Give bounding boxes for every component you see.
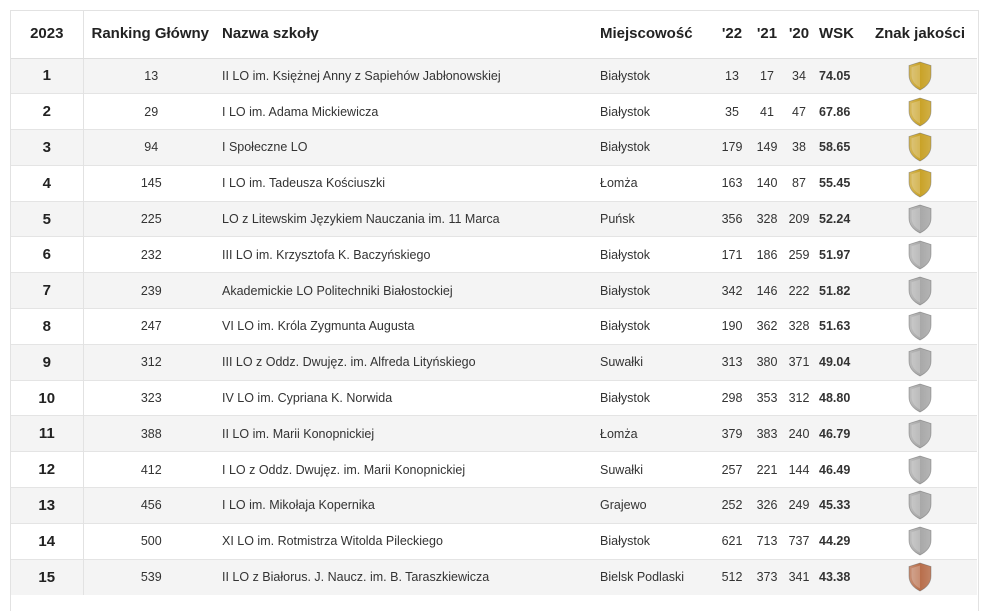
school-name-cell[interactable]: VI LO im. Króla Zygmunta Augusta xyxy=(219,309,600,345)
quality-badge-cell xyxy=(863,416,977,452)
rank-2021-cell: 17 xyxy=(751,58,783,94)
rank-2020-cell: 240 xyxy=(783,416,815,452)
rank-cell: 11 xyxy=(11,416,83,452)
city-cell: Białystok xyxy=(600,94,713,130)
table-header-row xyxy=(11,10,977,58)
city-cell: Białystok xyxy=(600,237,713,273)
main-ranking-cell: 539 xyxy=(83,559,219,595)
silver-shield-icon xyxy=(907,276,933,306)
rank-2021-cell: 146 xyxy=(751,273,783,309)
column-header-year[interactable]: 2023 xyxy=(11,10,83,58)
wsk-cell: 67.86 xyxy=(815,94,863,130)
rank-2021-cell: 713 xyxy=(751,523,783,559)
table-row[interactable] xyxy=(11,452,977,488)
rank-2022-cell: 313 xyxy=(713,344,751,380)
rank-cell: 14 xyxy=(11,523,83,559)
school-name-cell[interactable]: II LO z Białorus. J. Naucz. im. B. Taraszkiewicza xyxy=(219,559,600,595)
wsk-cell: 48.80 xyxy=(815,380,863,416)
main-ranking-cell: 29 xyxy=(83,94,219,130)
main-ranking-cell: 456 xyxy=(83,488,219,524)
wsk-cell: 58.65 xyxy=(815,130,863,166)
rank-cell: 4 xyxy=(11,165,83,201)
main-ranking-cell: 500 xyxy=(83,523,219,559)
wsk-cell: 51.82 xyxy=(815,273,863,309)
rank-2020-cell: 341 xyxy=(783,559,815,595)
rank-2021-cell: 328 xyxy=(751,201,783,237)
rank-2022-cell: 512 xyxy=(713,559,751,595)
rank-2020-cell: 222 xyxy=(783,273,815,309)
rank-2020-cell: 249 xyxy=(783,488,815,524)
silver-shield-icon xyxy=(907,240,933,270)
quality-badge-cell xyxy=(863,94,977,130)
silver-shield-icon xyxy=(907,311,933,341)
quality-badge-cell xyxy=(863,309,977,345)
rank-2021-cell: 380 xyxy=(751,344,783,380)
gold-shield-icon xyxy=(907,132,933,162)
school-name-cell[interactable]: I LO z Oddz. Dwujęz. im. Marii Konopnickiej xyxy=(219,452,600,488)
city-cell: Białystok xyxy=(600,58,713,94)
main-ranking-cell: 239 xyxy=(83,273,219,309)
rank-cell: 1 xyxy=(11,58,83,94)
rank-2021-cell: 362 xyxy=(751,309,783,345)
rank-2022-cell: 257 xyxy=(713,452,751,488)
wsk-cell: 74.05 xyxy=(815,58,863,94)
city-cell: Białystok xyxy=(600,273,713,309)
rank-cell: 7 xyxy=(11,273,83,309)
quality-badge-cell xyxy=(863,344,977,380)
silver-shield-icon xyxy=(907,347,933,377)
quality-badge-cell xyxy=(863,237,977,273)
city-cell: Łomża xyxy=(600,416,713,452)
school-name-cell[interactable]: XI LO im. Rotmistrza Witolda Pileckiego xyxy=(219,523,600,559)
silver-shield-icon xyxy=(907,455,933,485)
rank-2021-cell: 353 xyxy=(751,380,783,416)
rank-cell: 6 xyxy=(11,237,83,273)
rank-cell: 9 xyxy=(11,344,83,380)
gold-shield-icon xyxy=(907,97,933,127)
city-cell: Bielsk Podlaski xyxy=(600,559,713,595)
wsk-cell: 46.79 xyxy=(815,416,863,452)
rank-2021-cell: 373 xyxy=(751,559,783,595)
rank-2022-cell: 379 xyxy=(713,416,751,452)
rank-2020-cell: 312 xyxy=(783,380,815,416)
quality-badge-cell xyxy=(863,273,977,309)
ranking-table-container xyxy=(11,10,977,595)
rank-cell: 12 xyxy=(11,452,83,488)
wsk-cell: 45.33 xyxy=(815,488,863,524)
bronze-shield-icon xyxy=(907,562,933,592)
column-header-2020[interactable]: '20 xyxy=(783,10,815,58)
city-cell: Grajewo xyxy=(600,488,713,524)
quality-badge-cell xyxy=(863,488,977,524)
table-row[interactable] xyxy=(11,130,977,166)
rank-cell: 3 xyxy=(11,130,83,166)
silver-shield-icon xyxy=(907,490,933,520)
rank-2020-cell: 34 xyxy=(783,58,815,94)
rank-cell: 10 xyxy=(11,380,83,416)
rank-2020-cell: 328 xyxy=(783,309,815,345)
main-ranking-cell: 232 xyxy=(83,237,219,273)
column-header-2021[interactable]: '21 xyxy=(751,10,783,58)
column-header-wsk[interactable]: WSK xyxy=(815,10,863,58)
main-ranking-cell: 94 xyxy=(83,130,219,166)
silver-shield-icon xyxy=(907,383,933,413)
gold-shield-icon xyxy=(907,61,933,91)
city-cell: Białystok xyxy=(600,523,713,559)
main-ranking-cell: 412 xyxy=(83,452,219,488)
rank-2021-cell: 41 xyxy=(751,94,783,130)
rank-2021-cell: 149 xyxy=(751,130,783,166)
quality-badge-cell xyxy=(863,58,977,94)
wsk-cell: 52.24 xyxy=(815,201,863,237)
wsk-cell: 51.63 xyxy=(815,309,863,345)
quality-badge-cell xyxy=(863,523,977,559)
rank-2021-cell: 326 xyxy=(751,488,783,524)
rank-cell: 2 xyxy=(11,94,83,130)
school-name-cell[interactable]: II LO im. Księżnej Anny z Sapiehów Jabłonowskiej xyxy=(219,58,600,94)
column-header-main-ranking[interactable]: Ranking Główny xyxy=(83,10,219,58)
quality-badge-cell xyxy=(863,201,977,237)
main-ranking-cell: 145 xyxy=(83,165,219,201)
quality-badge-cell xyxy=(863,130,977,166)
column-header-2022[interactable]: '22 xyxy=(713,10,751,58)
rank-2020-cell: 737 xyxy=(783,523,815,559)
rank-2020-cell: 38 xyxy=(783,130,815,166)
table-row[interactable] xyxy=(11,201,977,237)
rank-2020-cell: 87 xyxy=(783,165,815,201)
main-ranking-cell: 247 xyxy=(83,309,219,345)
column-header-quality-badge[interactable]: Znak jakości xyxy=(863,10,977,58)
quality-badge-cell xyxy=(863,165,977,201)
rank-2022-cell: 356 xyxy=(713,201,751,237)
school-name-cell[interactable]: II LO im. Marii Konopnickiej xyxy=(219,416,600,452)
school-name-cell[interactable]: LO z Litewskim Językiem Nauczania im. 11 Marca xyxy=(219,201,600,237)
table-row[interactable] xyxy=(11,165,977,201)
city-cell: Suwałki xyxy=(600,452,713,488)
quality-badge-cell xyxy=(863,452,977,488)
wsk-cell: 51.97 xyxy=(815,237,863,273)
column-header-city[interactable]: Miejscowość xyxy=(600,10,713,58)
rank-2022-cell: 171 xyxy=(713,237,751,273)
school-name-cell[interactable]: III LO z Oddz. Dwujęz. im. Alfreda Lityńskiego xyxy=(219,344,600,380)
city-cell: Suwałki xyxy=(600,344,713,380)
silver-shield-icon xyxy=(907,419,933,449)
rank-2020-cell: 259 xyxy=(783,237,815,273)
city-cell: Białystok xyxy=(600,309,713,345)
school-name-cell[interactable]: I LO im. Tadeusza Kościuszki xyxy=(219,165,600,201)
table-row[interactable] xyxy=(11,237,977,273)
rank-2022-cell: 621 xyxy=(713,523,751,559)
rank-2022-cell: 342 xyxy=(713,273,751,309)
city-cell: Łomża xyxy=(600,165,713,201)
rank-cell: 15 xyxy=(11,559,83,595)
rank-cell: 5 xyxy=(11,201,83,237)
table-row[interactable] xyxy=(11,309,977,345)
rank-2020-cell: 371 xyxy=(783,344,815,380)
silver-shield-icon xyxy=(907,526,933,556)
table-row[interactable] xyxy=(11,488,977,524)
rank-cell: 8 xyxy=(11,309,83,345)
rank-2022-cell: 190 xyxy=(713,309,751,345)
school-name-cell[interactable]: I Społeczne LO xyxy=(219,130,600,166)
wsk-cell: 46.49 xyxy=(815,452,863,488)
school-name-cell[interactable]: IV LO im. Cypriana K. Norwida xyxy=(219,380,600,416)
table-row[interactable] xyxy=(11,380,977,416)
gold-shield-icon xyxy=(907,168,933,198)
column-header-school-name[interactable]: Nazwa szkoły xyxy=(219,10,600,58)
rank-cell: 13 xyxy=(11,488,83,524)
rank-2021-cell: 186 xyxy=(751,237,783,273)
rank-2022-cell: 179 xyxy=(713,130,751,166)
rank-2022-cell: 298 xyxy=(713,380,751,416)
main-ranking-cell: 312 xyxy=(83,344,219,380)
rank-2021-cell: 140 xyxy=(751,165,783,201)
rank-2020-cell: 209 xyxy=(783,201,815,237)
table-row[interactable] xyxy=(11,523,977,559)
ranking-table xyxy=(11,10,977,595)
table-row[interactable] xyxy=(11,344,977,380)
wsk-cell: 49.04 xyxy=(815,344,863,380)
rank-2021-cell: 221 xyxy=(751,452,783,488)
rank-2022-cell: 163 xyxy=(713,165,751,201)
silver-shield-icon xyxy=(907,204,933,234)
rank-2021-cell: 383 xyxy=(751,416,783,452)
school-name-cell[interactable]: III LO im. Krzysztofa K. Baczyńskiego xyxy=(219,237,600,273)
school-name-cell[interactable]: Akademickie LO Politechniki Białostockiej xyxy=(219,273,600,309)
wsk-cell: 55.45 xyxy=(815,165,863,201)
table-row[interactable] xyxy=(11,58,977,94)
city-cell: Puńsk xyxy=(600,201,713,237)
rank-2022-cell: 13 xyxy=(713,58,751,94)
table-row[interactable] xyxy=(11,416,977,452)
rank-2022-cell: 252 xyxy=(713,488,751,524)
rank-2020-cell: 144 xyxy=(783,452,815,488)
table-row[interactable] xyxy=(11,94,977,130)
city-cell: Białystok xyxy=(600,380,713,416)
quality-badge-cell xyxy=(863,380,977,416)
main-ranking-cell: 323 xyxy=(83,380,219,416)
quality-badge-cell xyxy=(863,559,977,595)
main-ranking-cell: 13 xyxy=(83,58,219,94)
rank-2020-cell: 47 xyxy=(783,94,815,130)
main-ranking-cell: 225 xyxy=(83,201,219,237)
main-ranking-cell: 388 xyxy=(83,416,219,452)
city-cell: Białystok xyxy=(600,130,713,166)
school-name-cell[interactable]: I LO im. Adama Mickiewicza xyxy=(219,94,600,130)
table-row[interactable] xyxy=(11,559,977,595)
school-name-cell[interactable]: I LO im. Mikołaja Kopernika xyxy=(219,488,600,524)
table-row[interactable] xyxy=(11,273,977,309)
wsk-cell: 44.29 xyxy=(815,523,863,559)
rank-2022-cell: 35 xyxy=(713,94,751,130)
wsk-cell: 43.38 xyxy=(815,559,863,595)
